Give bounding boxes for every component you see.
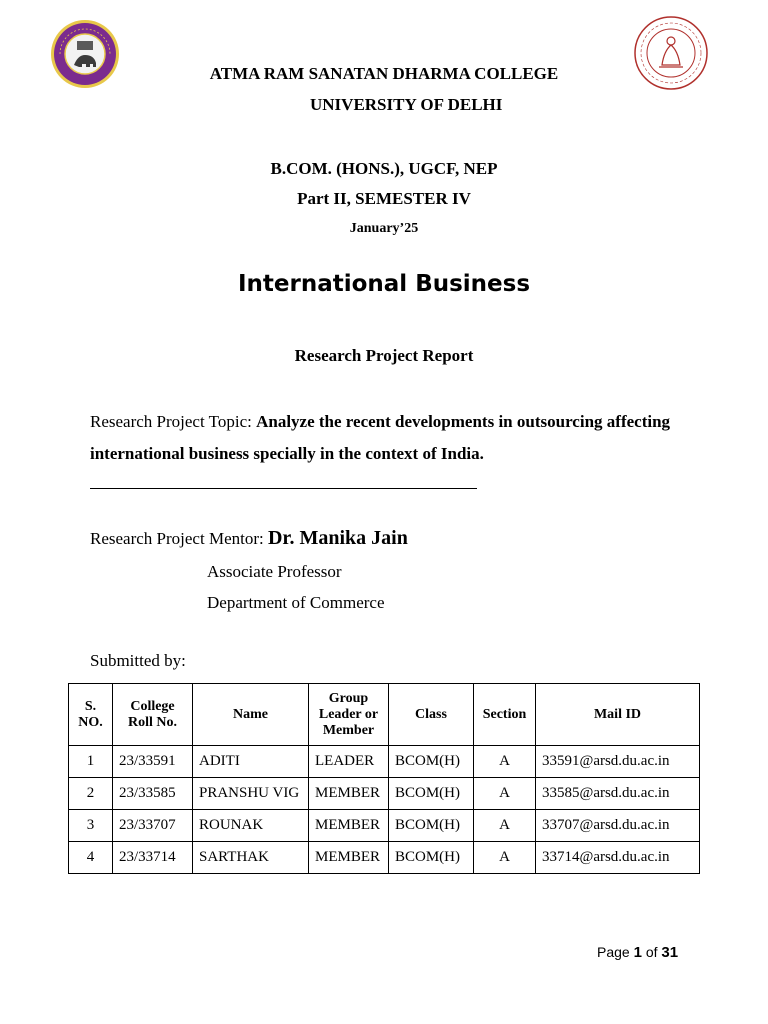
cell-section: A <box>474 842 536 874</box>
college-name: ATMA RAM SANATAN DHARMA COLLEGE <box>209 64 559 83</box>
cell-group: MEMBER <box>309 842 389 874</box>
page-total: 31 <box>661 944 679 961</box>
cell-sno: 4 <box>69 842 113 874</box>
cell-group: MEMBER <box>309 810 389 842</box>
table-row <box>69 746 700 778</box>
cell-group: LEADER <box>309 746 389 778</box>
cell-sno: 2 <box>69 778 113 810</box>
cell-group: MEMBER <box>309 778 389 810</box>
cell-section: A <box>474 778 536 810</box>
subject-title: International Business <box>237 271 531 297</box>
cell-mail: 33714@arsd.du.ac.in <box>536 842 700 874</box>
cell-mail: 33591@arsd.du.ac.in <box>536 746 700 778</box>
submitted-by-label: Submitted by: <box>90 651 186 670</box>
header-section: Section <box>474 684 536 746</box>
cell-roll: 23/33707 <box>113 810 193 842</box>
cell-class: BCOM(H) <box>389 778 474 810</box>
divider-line <box>90 488 477 489</box>
topic-text: Analyze the recent developments in outsourcing affecting international business specially in the context of India. <box>90 412 671 463</box>
page-of: of <box>645 944 658 960</box>
cell-sno: 3 <box>69 810 113 842</box>
table-row <box>69 778 700 810</box>
cell-sno: 1 <box>69 746 113 778</box>
table-row <box>69 842 700 874</box>
cell-roll: 23/33585 <box>113 778 193 810</box>
session-date: January’25 <box>349 221 419 236</box>
cell-roll: 23/33714 <box>113 842 193 874</box>
members-table <box>68 683 700 874</box>
mentor-label: Research Project Mentor: <box>90 529 268 548</box>
header-mail: Mail ID <box>536 684 700 746</box>
project-mentor <box>90 527 408 550</box>
cell-name: SARTHAK <box>193 842 309 874</box>
mentor-designation: Associate Professor <box>207 562 342 581</box>
project-topic <box>90 406 690 470</box>
page-number <box>597 944 678 961</box>
cell-mail: 33707@arsd.du.ac.in <box>536 810 700 842</box>
page-label: Page <box>597 944 630 960</box>
cell-mail: 33585@arsd.du.ac.in <box>536 778 700 810</box>
course-name: B.COM. (HONS.), UGCF, NEP <box>270 159 498 178</box>
cell-name: ADITI <box>193 746 309 778</box>
header-sno: S. NO. <box>69 684 113 746</box>
mentor-name: Dr. Manika Jain <box>267 527 408 549</box>
mentor-department: Department of Commerce <box>207 593 385 612</box>
page-current: 1 <box>633 944 642 961</box>
cell-section: A <box>474 810 536 842</box>
cell-class: BCOM(H) <box>389 842 474 874</box>
cell-class: BCOM(H) <box>389 746 474 778</box>
cell-name: PRANSHU VIG <box>193 778 309 810</box>
cell-section: A <box>474 746 536 778</box>
header-class: Class <box>389 684 474 746</box>
header-name: Name <box>193 684 309 746</box>
report-title: Research Project Report <box>294 346 474 365</box>
cell-roll: 23/33591 <box>113 746 193 778</box>
university-name: UNIVERSITY OF DELHI <box>310 95 503 114</box>
semester: Part II, SEMESTER IV <box>297 189 471 208</box>
header-group: Group Leader or Member <box>309 684 389 746</box>
table-row <box>69 810 700 842</box>
topic-label: Research Project Topic: <box>90 412 257 431</box>
header-roll: College Roll No. <box>113 684 193 746</box>
table-header-row <box>69 684 700 746</box>
cell-class: BCOM(H) <box>389 810 474 842</box>
cell-name: ROUNAK <box>193 810 309 842</box>
